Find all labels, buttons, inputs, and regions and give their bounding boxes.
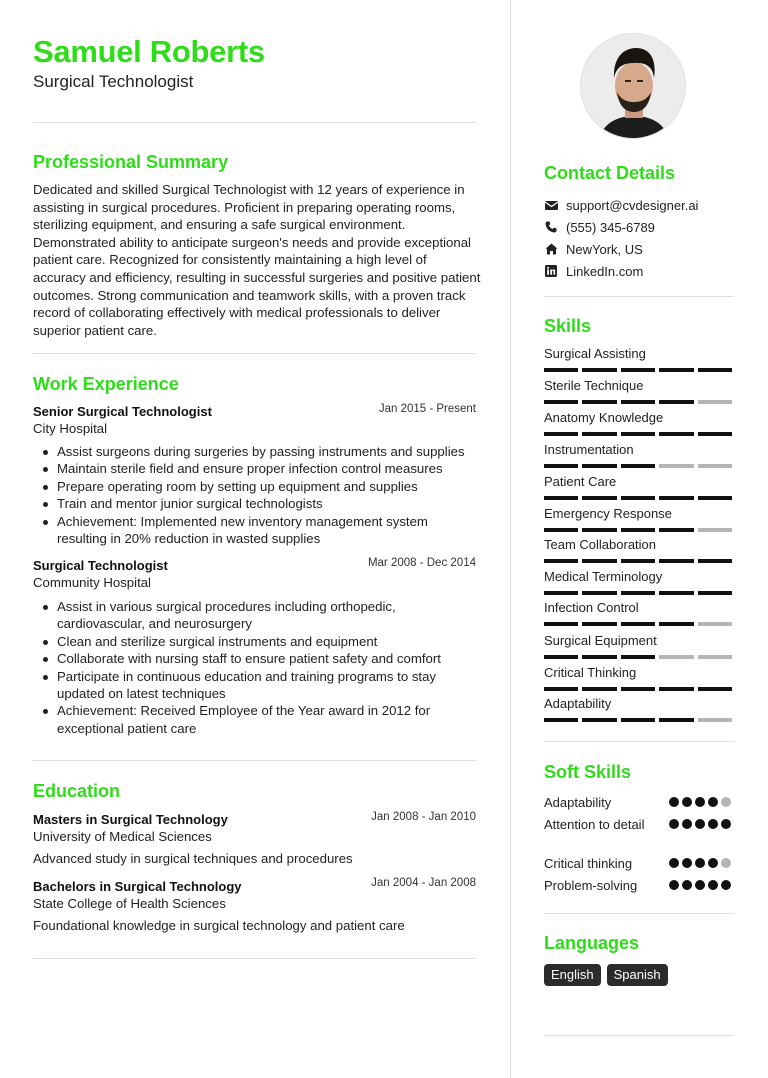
- language-tag: Spanish: [607, 964, 668, 986]
- soft-skill-rating: [669, 797, 731, 807]
- skill-level-segment: [582, 496, 616, 500]
- skill-level-bar: [544, 655, 734, 659]
- skill-level-segment: [659, 400, 693, 404]
- rating-dot: [695, 858, 705, 868]
- skill-level-segment: [544, 368, 578, 372]
- skill-level-segment: [659, 528, 693, 532]
- linkedin-icon: [544, 264, 558, 278]
- skill-level-segment: [698, 622, 732, 626]
- skill-item: [544, 378, 734, 404]
- contact-email-text: support@cvdesigner.ai: [566, 197, 699, 213]
- skill-level-segment: [621, 368, 655, 372]
- rating-dot: [721, 880, 731, 890]
- skill-level-bar: [544, 400, 734, 404]
- degree-description: Advanced study in surgical techniques and procedures: [33, 851, 353, 866]
- contact-email[interactable]: [544, 196, 698, 214]
- skill-item: [544, 474, 734, 500]
- rating-dot: [669, 819, 679, 829]
- skill-name: Surgical Assisting: [544, 346, 646, 361]
- rating-dot: [669, 880, 679, 890]
- skill-name: Critical Thinking: [544, 665, 637, 680]
- skill-level-segment: [659, 622, 693, 626]
- rating-dot: [708, 819, 718, 829]
- skill-level-segment: [621, 687, 655, 691]
- job-bullet: Collaborate with nursing staff to ensure patient safety and comfort: [57, 650, 477, 667]
- skill-name: Patient Care: [544, 474, 617, 489]
- skill-level-segment: [659, 591, 693, 595]
- soft-skill-name: Attention to detail: [544, 817, 645, 832]
- skill-level-bar: [544, 368, 734, 372]
- skill-level-segment: [621, 464, 655, 468]
- skill-item: [544, 696, 734, 722]
- skills-heading: Skills: [544, 316, 592, 336]
- rating-dot: [721, 797, 731, 807]
- skill-level-segment: [582, 622, 616, 626]
- job-bullet: Participate in continuous education and training programs to stay updated on latest techniques: [57, 668, 477, 703]
- language-tag: English: [544, 964, 601, 986]
- skill-item: [544, 537, 734, 563]
- skill-level-segment: [621, 528, 655, 532]
- contact-heading: Contact Details: [544, 163, 676, 183]
- skill-level-segment: [659, 368, 693, 372]
- soft-skill-name: Adaptability: [544, 795, 612, 810]
- skill-name: Infection Control: [544, 600, 639, 615]
- job-employer: City Hospital: [33, 421, 108, 436]
- profile-photo: [580, 33, 686, 139]
- envelope-icon: [544, 198, 558, 212]
- job-bullet: Achievement: Implemented new inventory management system resulting in 20% reduction in wasted supplies: [57, 513, 477, 548]
- degree-title: Bachelors in Surgical Technology: [33, 879, 242, 894]
- rating-dot: [708, 858, 718, 868]
- skill-level-segment: [621, 718, 655, 722]
- contact-linkedin-text: LinkedIn.com: [566, 263, 644, 279]
- job-title: Senior Surgical Technologist: [33, 404, 212, 419]
- skill-name: Surgical Equipment: [544, 633, 657, 648]
- skill-level-segment: [544, 718, 578, 722]
- job-bullet: Maintain sterile field and ensure proper infection control measures: [57, 460, 477, 477]
- skill-level-bar: [544, 622, 734, 626]
- skill-level-segment: [582, 591, 616, 595]
- candidate-name: Samuel Roberts: [33, 34, 265, 69]
- skill-level-bar: [544, 464, 734, 468]
- section-divider: [33, 353, 476, 354]
- skill-level-segment: [582, 655, 616, 659]
- skill-item: [544, 665, 734, 691]
- skill-level-segment: [698, 591, 732, 595]
- skill-level-segment: [659, 496, 693, 500]
- section-divider: [33, 760, 476, 761]
- skill-level-segment: [544, 622, 578, 626]
- rating-dot: [669, 858, 679, 868]
- degree-date: Jan 2004 - Jan 2008: [371, 877, 476, 889]
- skill-level-segment: [621, 655, 655, 659]
- skill-level-bar: [544, 432, 734, 436]
- summary-heading: Professional Summary: [33, 152, 229, 172]
- contact-phone-text: (555) 345-6789: [566, 219, 655, 235]
- skill-item: [544, 600, 734, 626]
- school-name: State College of Health Sciences: [33, 896, 226, 911]
- rating-dot: [682, 819, 692, 829]
- phone-icon: [544, 220, 558, 234]
- candidate-title: Surgical Technologist: [33, 72, 194, 91]
- skill-level-segment: [544, 528, 578, 532]
- skill-level-segment: [582, 718, 616, 722]
- skill-level-segment: [544, 687, 578, 691]
- skill-level-segment: [544, 655, 578, 659]
- contact-phone[interactable]: [544, 218, 655, 236]
- skill-level-segment: [544, 591, 578, 595]
- skill-level-segment: [544, 432, 578, 436]
- contact-linkedin[interactable]: [544, 262, 643, 280]
- rating-dot: [682, 880, 692, 890]
- skill-level-segment: [582, 687, 616, 691]
- job-bullets: [57, 443, 477, 547]
- languages-heading: Languages: [544, 933, 640, 953]
- skill-level-segment: [621, 622, 655, 626]
- skill-level-segment: [698, 655, 732, 659]
- job-date: Mar 2008 - Dec 2014: [367, 557, 476, 569]
- soft-skill-name: Critical thinking: [544, 856, 633, 871]
- skill-level-segment: [544, 559, 578, 563]
- column-divider: [510, 0, 511, 1078]
- skill-level-segment: [582, 368, 616, 372]
- skill-level-segment: [698, 432, 732, 436]
- skill-name: Team Collaboration: [544, 537, 657, 552]
- skill-level-segment: [544, 400, 578, 404]
- job-bullet: Achievement: Received Employee of the Year award in 2012 for exceptional patient care: [57, 702, 477, 737]
- skill-item: [544, 569, 734, 595]
- rating-dot: [695, 880, 705, 890]
- job-date: Jan 2015 - Present: [378, 403, 476, 415]
- degree-title: Masters in Surgical Technology: [33, 812, 228, 827]
- skill-level-segment: [544, 464, 578, 468]
- skill-name: Adaptability: [544, 696, 612, 711]
- section-divider: [33, 122, 476, 123]
- skill-item: [544, 346, 734, 372]
- skill-level-bar: [544, 687, 734, 691]
- school-name: University of Medical Sciences: [33, 829, 212, 844]
- skill-item: [544, 442, 734, 468]
- home-icon: [544, 242, 558, 256]
- skill-level-segment: [698, 368, 732, 372]
- skill-level-segment: [544, 496, 578, 500]
- soft-skill-rating: [669, 858, 731, 868]
- skill-level-segment: [582, 432, 616, 436]
- summary-text: Dedicated and skilled Surgical Technologist with 12 years of experience in assisting in surgical procedures. Proficient in preparing operating rooms, sterilizing equipment, and ensuring a safe surgical environment. Demonstrated ability to anticipate surgeon's needs and provide exceptional patient care. Recognized for consistently maintaining a high level of accuracy and efficiency, resulting in successful surgeries and positive patient outcomes. Strong communication and teamwork skills, with a proven track record of collaborating effectively with medical professionals to deliver superior patient care.: [33, 182, 481, 338]
- rating-dot: [669, 797, 679, 807]
- contact-location-text: NewYork, US: [566, 241, 643, 257]
- skill-name: Anatomy Knowledge: [544, 410, 664, 425]
- skill-level-segment: [621, 432, 655, 436]
- skill-level-segment: [698, 528, 732, 532]
- skill-level-segment: [698, 496, 732, 500]
- skill-level-bar: [544, 718, 734, 722]
- skill-level-segment: [698, 687, 732, 691]
- skill-level-segment: [582, 559, 616, 563]
- section-divider: [33, 958, 476, 959]
- soft-skill-rating: [669, 819, 731, 829]
- job-bullet: Prepare operating room by setting up equipment and supplies: [57, 478, 477, 495]
- skill-level-segment: [582, 464, 616, 468]
- skill-level-bar: [544, 528, 734, 532]
- skill-level-segment: [659, 432, 693, 436]
- skill-level-segment: [621, 496, 655, 500]
- section-divider: [544, 741, 734, 742]
- job-bullet: Clean and sterilize surgical instruments and equipment: [57, 633, 477, 650]
- job-bullet: Assist surgeons during surgeries by passing instruments and supplies: [57, 443, 477, 460]
- section-divider: [544, 1035, 734, 1036]
- job-title: Surgical Technologist: [33, 558, 168, 573]
- rating-dot: [682, 858, 692, 868]
- skill-name: Emergency Response: [544, 506, 672, 521]
- skill-name: Instrumentation: [544, 442, 634, 457]
- rating-dot: [721, 819, 731, 829]
- skill-level-segment: [621, 559, 655, 563]
- section-divider: [544, 913, 734, 914]
- rating-dot: [708, 880, 718, 890]
- experience-heading: Work Experience: [33, 374, 179, 394]
- soft-skill-name: Problem-solving: [544, 878, 638, 893]
- soft-skill-rating: [669, 880, 731, 890]
- rating-dot: [695, 819, 705, 829]
- skill-level-bar: [544, 591, 734, 595]
- skill-level-segment: [621, 400, 655, 404]
- skill-item: [544, 410, 734, 436]
- skill-level-segment: [698, 464, 732, 468]
- skill-level-segment: [659, 464, 693, 468]
- skill-item: [544, 633, 734, 659]
- rating-dot: [721, 858, 731, 868]
- skill-level-segment: [582, 528, 616, 532]
- skill-level-bar: [544, 559, 734, 563]
- skill-name: Medical Terminology: [544, 569, 663, 584]
- education-heading: Education: [33, 781, 121, 801]
- skill-level-bar: [544, 496, 734, 500]
- language-tags: [544, 964, 668, 986]
- skill-level-segment: [659, 718, 693, 722]
- skill-item: [544, 506, 734, 532]
- skill-name: Sterile Technique: [544, 378, 644, 393]
- contact-location: [544, 240, 643, 258]
- degree-description: Foundational knowledge in surgical technology and patient care: [33, 918, 405, 933]
- skill-level-segment: [659, 687, 693, 691]
- section-divider: [544, 296, 734, 297]
- soft-skills-heading: Soft Skills: [544, 762, 632, 782]
- skill-level-segment: [659, 559, 693, 563]
- rating-dot: [695, 797, 705, 807]
- skill-level-segment: [659, 655, 693, 659]
- rating-dot: [708, 797, 718, 807]
- job-bullets: [57, 598, 477, 737]
- skill-level-segment: [698, 400, 732, 404]
- skill-level-segment: [582, 400, 616, 404]
- skill-level-segment: [621, 591, 655, 595]
- person-portrait-icon: [581, 34, 686, 139]
- job-employer: Community Hospital: [33, 575, 151, 590]
- skill-level-segment: [698, 718, 732, 722]
- job-bullet: Train and mentor junior surgical technologists: [57, 495, 477, 512]
- skill-level-segment: [698, 559, 732, 563]
- job-bullet: Assist in various surgical procedures including orthopedic, cardiovascular, and neurosurgery: [57, 598, 477, 633]
- rating-dot: [682, 797, 692, 807]
- degree-date: Jan 2008 - Jan 2010: [371, 811, 476, 823]
